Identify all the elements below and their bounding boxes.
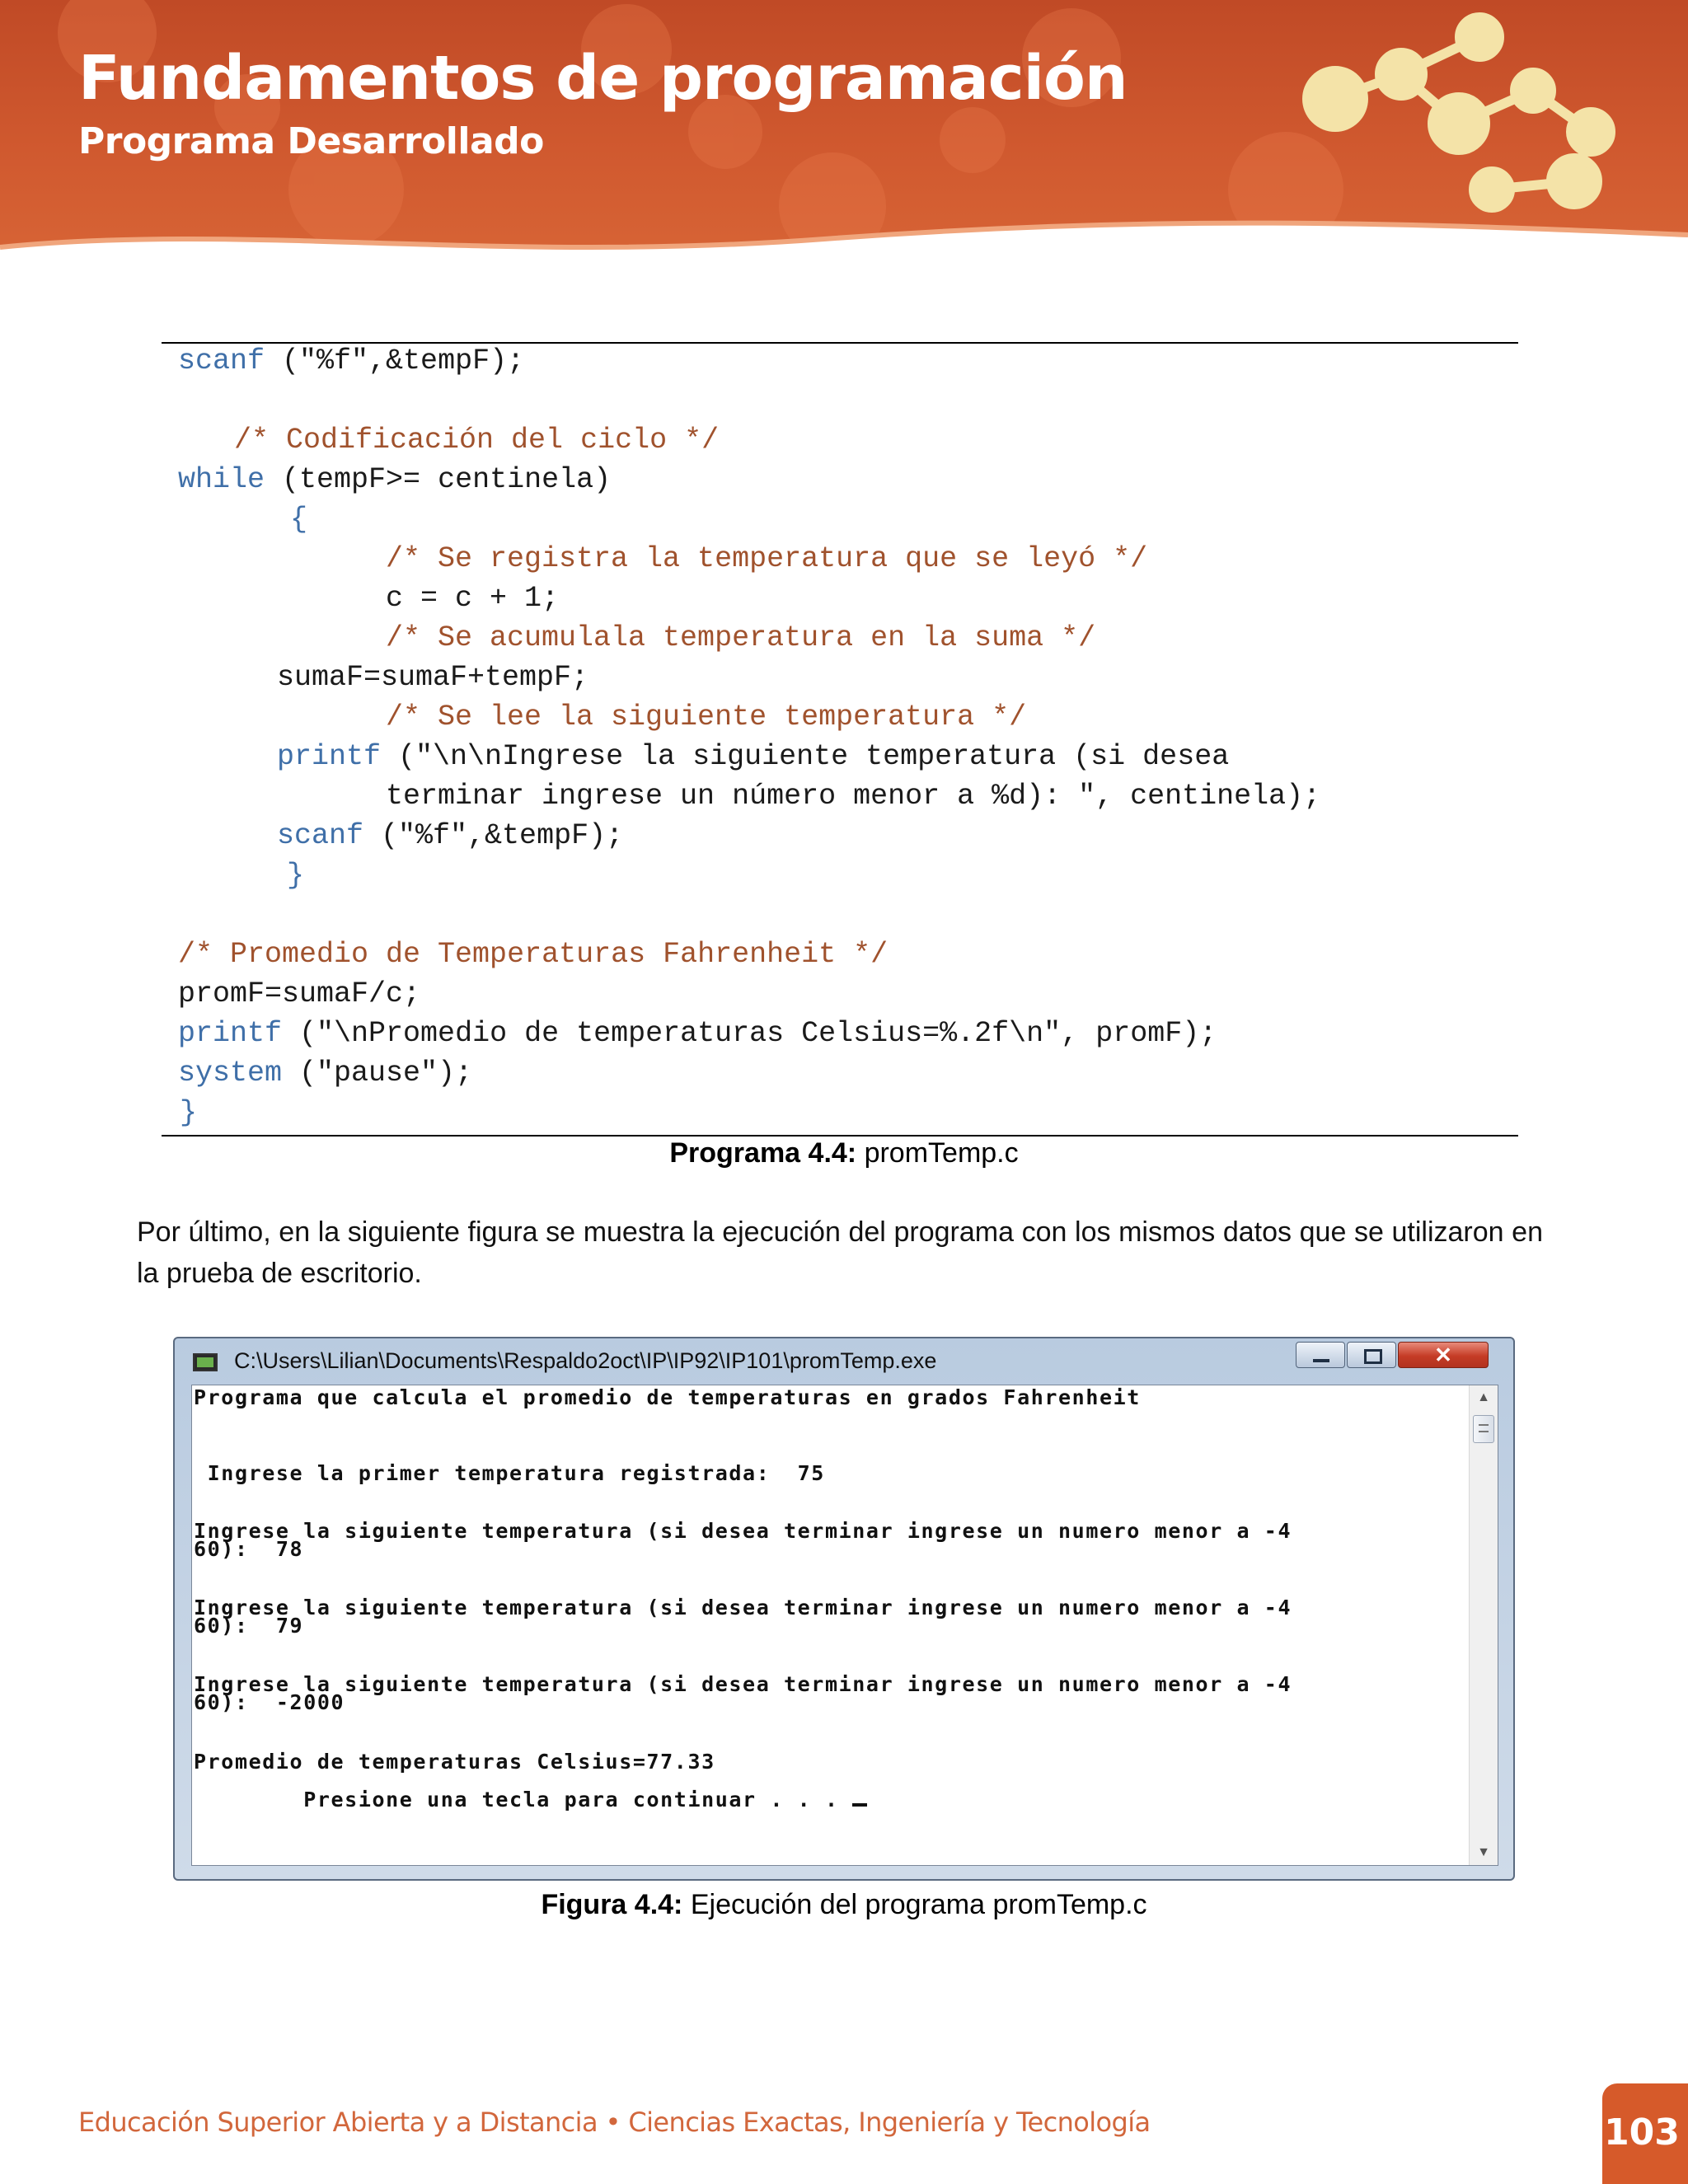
- program-caption: Programa 4.4: promTemp.c: [669, 1137, 1019, 1169]
- header-banner: [0, 0, 1688, 272]
- code-line: terminar ingrese un número menor a %d): ", centinela);: [386, 780, 1321, 813]
- code-comment: /* Se registra la temperatura que se leyó */: [386, 542, 1148, 575]
- console-titlebar[interactable]: [175, 1338, 1513, 1380]
- code-comment: /* Se lee la siguiente temperatura */: [386, 701, 1027, 733]
- console-window: [173, 1337, 1515, 1881]
- molecule-logo-icon: [1307, 17, 1611, 208]
- body-paragraph: Por último, en la siguiente figura se muestra la ejecución del programa con los mismos datos que se utilizaron en la prueba de escritorio.: [137, 1216, 1543, 1289]
- text-cursor: [852, 1803, 867, 1807]
- code-line: system ("pause");: [178, 1057, 473, 1090]
- console-line: Ingrese la siguiente temperatura (si desea terminar ingrese un numero menor a -4: [194, 1672, 1292, 1696]
- code-bottom-rule: [162, 1135, 1518, 1137]
- close-button[interactable]: [1398, 1342, 1489, 1368]
- code-line: scanf ("%f",&tempF);: [277, 819, 624, 852]
- console-line: Ingrese la primer temperatura registrada: 75: [194, 1461, 825, 1485]
- code-line: c = c + 1;: [386, 582, 560, 615]
- console-line: 60): 79: [194, 1614, 304, 1638]
- page-title: Fundamentos de programación: [78, 43, 1128, 114]
- maximize-button[interactable]: [1347, 1342, 1396, 1368]
- console-line: 60): 78: [194, 1537, 304, 1561]
- scroll-down-icon[interactable]: ▼: [1477, 1845, 1490, 1859]
- code-line: promF=sumaF/c;: [178, 977, 421, 1010]
- console-prompt-line: Presione una tecla para continuar . . .: [194, 1791, 867, 1809]
- code-line: printf ("\nPromedio de temperaturas Celsius=%.2f\n", promF);: [178, 1017, 1217, 1050]
- console-line: Promedio de temperaturas Celsius=77.33: [194, 1750, 715, 1774]
- console-line: Programa que calcula el promedio de temperaturas en grados Fahrenheit: [194, 1385, 1141, 1409]
- code-brace: }: [180, 1096, 198, 1129]
- code-brace: {: [290, 503, 308, 536]
- code-brace: }: [287, 859, 305, 892]
- code-line: scanf ("%f",&tempF);: [178, 344, 525, 377]
- figure-caption: Figura 4.4: Ejecución del programa promTemp.c: [541, 1889, 1147, 1920]
- console-line: 60): -2000: [194, 1690, 345, 1714]
- code-comment: /* Codificación del ciclo */: [234, 424, 720, 457]
- minimize-button[interactable]: [1296, 1342, 1345, 1368]
- footer-text: Educación Superior Abierta y a Distancia • Ciencias Exactas, Ingeniería y Tecnología: [78, 2107, 1151, 2138]
- code-listing: [162, 343, 1518, 1134]
- code-line: sumaF=sumaF+tempF;: [277, 661, 589, 694]
- code-line: while (tempF>= centinela): [178, 463, 612, 496]
- console-scrollbar[interactable]: [1469, 1385, 1498, 1865]
- page-subtitle: Programa Desarrollado: [78, 120, 544, 162]
- scroll-thumb[interactable]: [1473, 1415, 1494, 1443]
- scroll-up-icon[interactable]: ▲: [1477, 1390, 1490, 1404]
- code-comment: /* Promedio de Temperaturas Fahrenheit */: [178, 938, 889, 971]
- close-icon: ✕: [1434, 1343, 1452, 1367]
- console-output[interactable]: [191, 1385, 1498, 1866]
- console-title: C:\Users\Lilian\Documents\Respaldo2oct\IP\IP92\IP101\promTemp.exe: [234, 1348, 937, 1373]
- console-line: Ingrese la siguiente temperatura (si desea terminar ingrese un numero menor a -4: [194, 1596, 1292, 1619]
- code-comment: /* Se acumulala temperatura en la suma */: [386, 621, 1096, 654]
- console-line: Ingrese la siguiente temperatura (si desea terminar ingrese un numero menor a -4: [194, 1519, 1292, 1543]
- console-app-icon: [193, 1353, 218, 1371]
- code-line: printf ("\n\nIngrese la siguiente temperatura (si desea: [277, 740, 1230, 773]
- page-number: 103: [1604, 2111, 1680, 2154]
